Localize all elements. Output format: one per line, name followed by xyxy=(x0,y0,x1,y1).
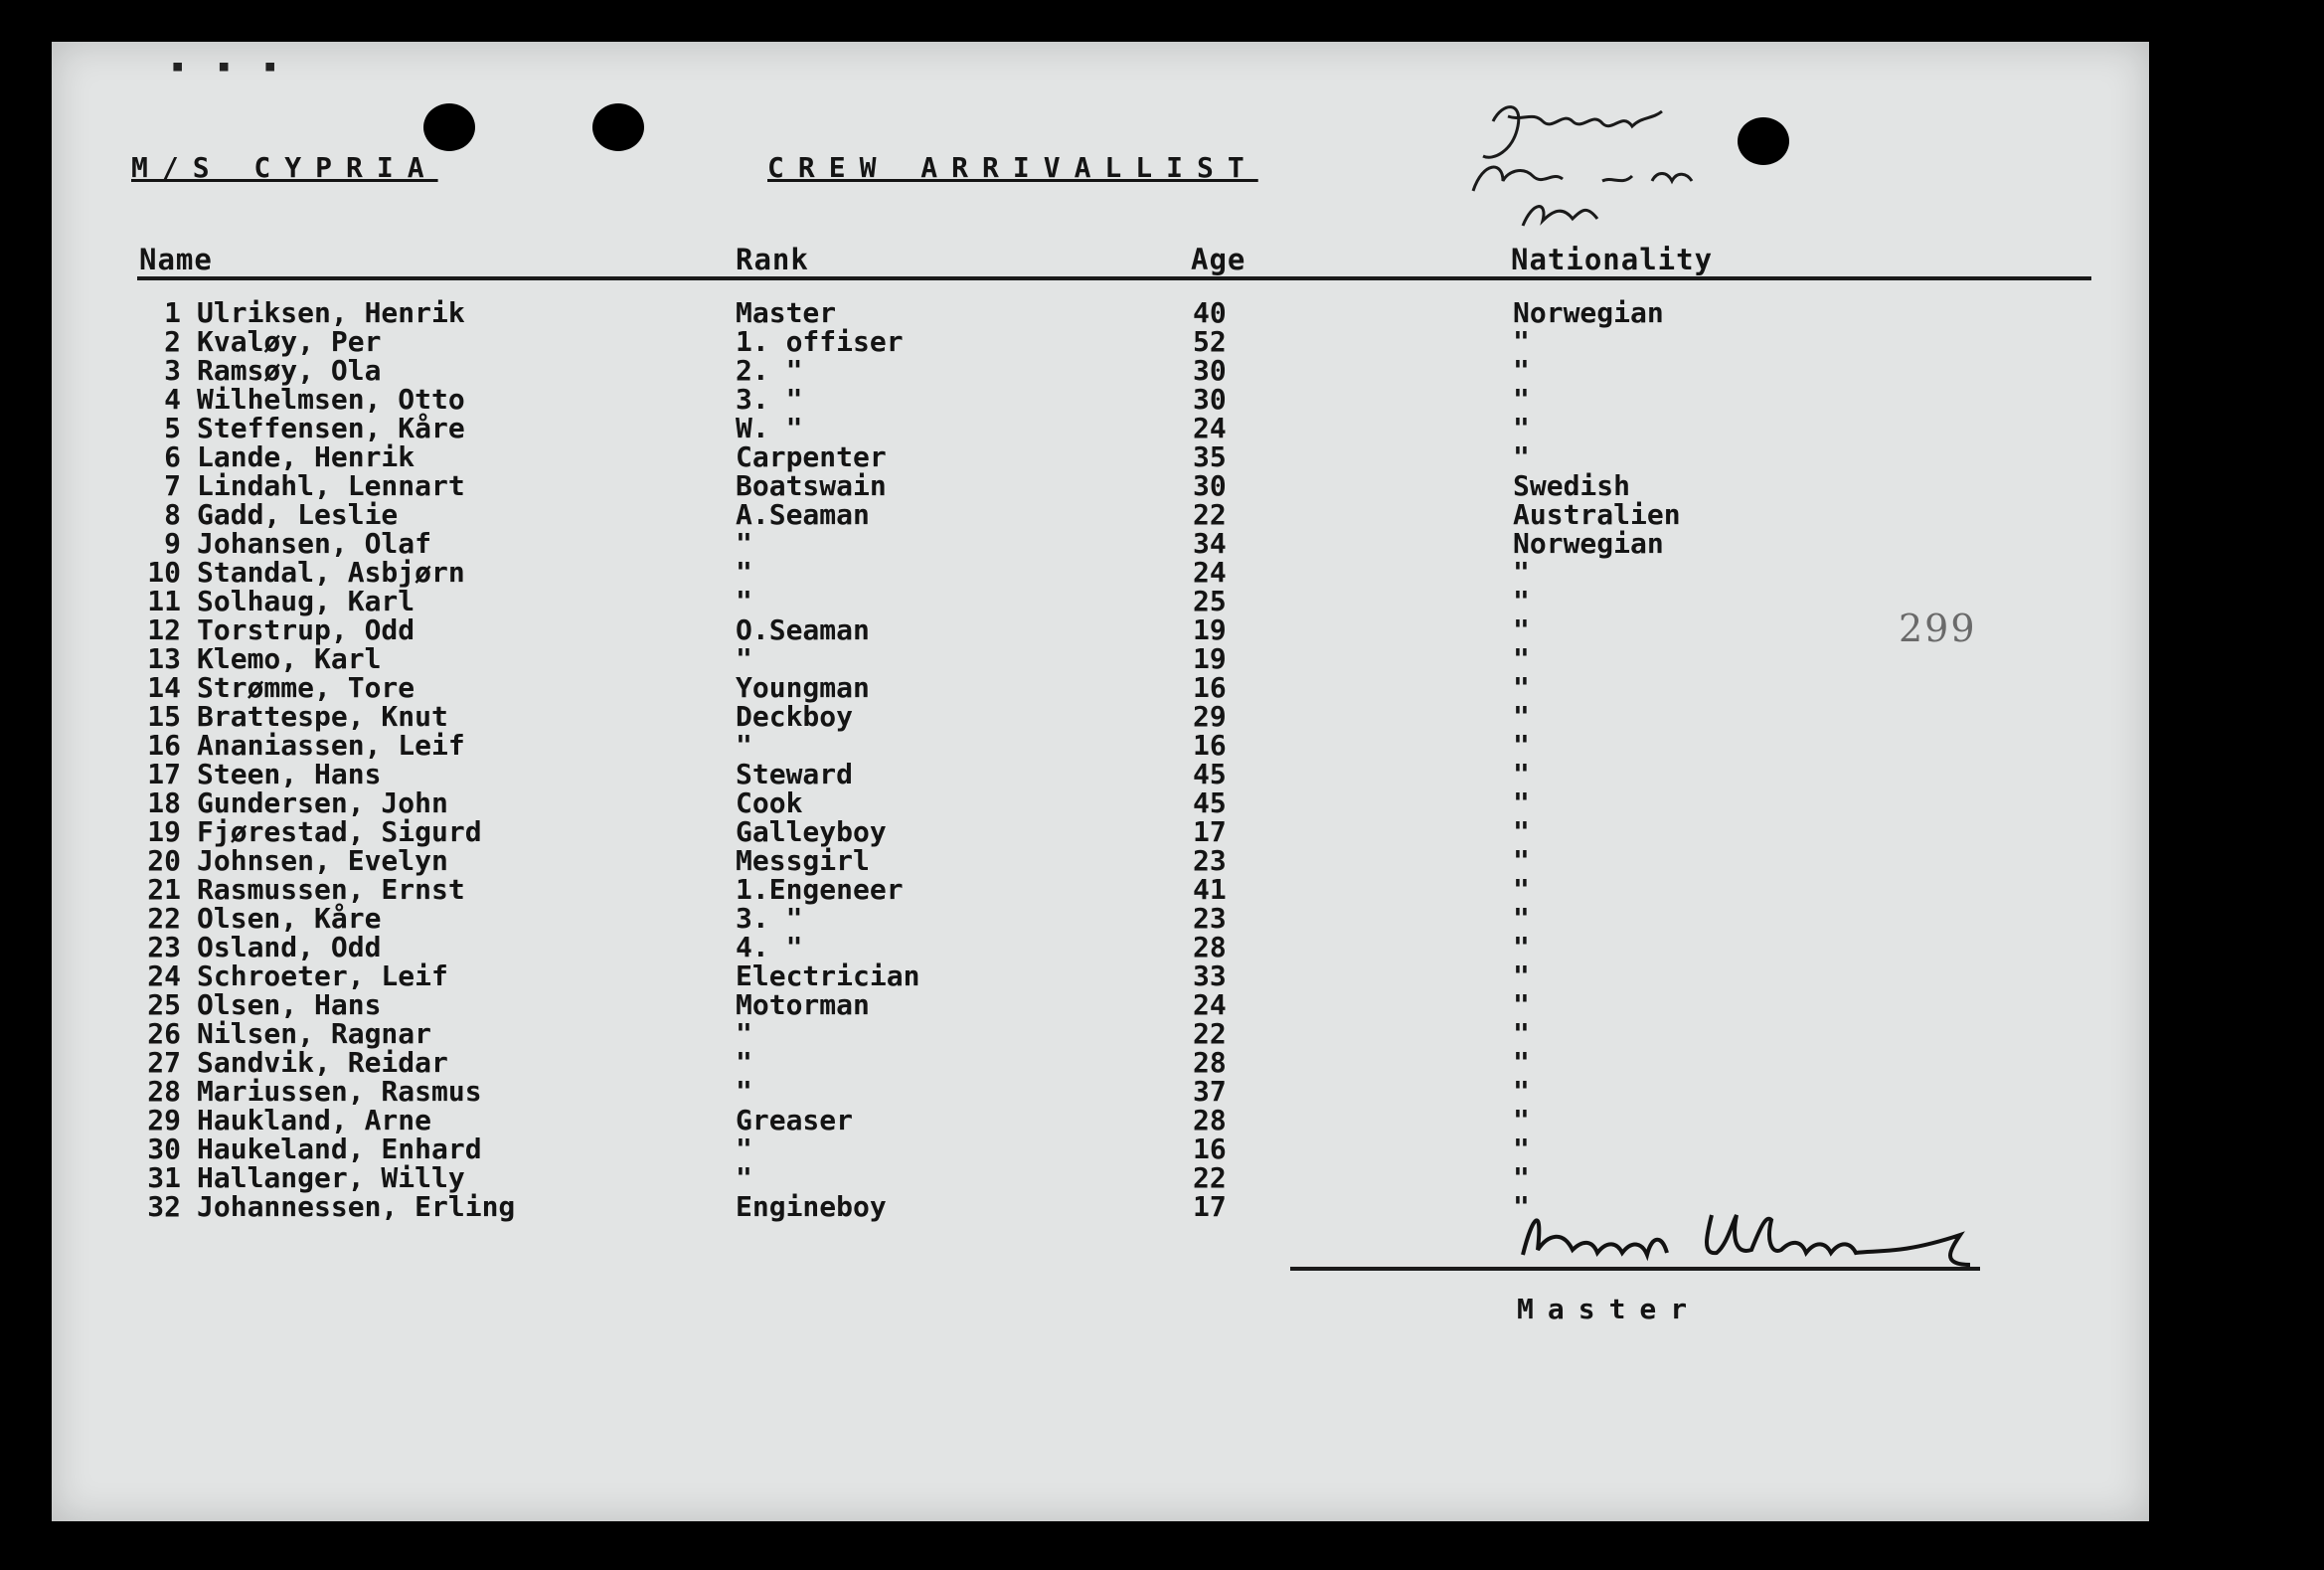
crew-nationality: " xyxy=(1513,729,1530,762)
column-header-name: Name xyxy=(139,243,213,276)
crew-nationality: " xyxy=(1513,642,1530,675)
crew-nationality: " xyxy=(1513,873,1530,906)
crew-name: Olsen, Kåre xyxy=(197,902,382,935)
crew-name: Haukeland, Enhard xyxy=(197,1133,482,1165)
crew-name: Haukland, Arne xyxy=(197,1104,432,1136)
crew-age: 22 xyxy=(1193,1161,1227,1194)
crew-number: 10 xyxy=(147,556,181,589)
crew-number: 3 xyxy=(164,354,181,387)
crew-rank: Motorman xyxy=(736,988,870,1021)
column-header-age: Age xyxy=(1191,243,1246,276)
crew-rank: W. " xyxy=(736,412,803,444)
crew-number: 22 xyxy=(147,902,181,935)
table-row xyxy=(52,500,2149,529)
crew-age: 34 xyxy=(1193,527,1227,560)
signature-label: Master xyxy=(1517,1293,1702,1325)
crew-rank: Boatswain xyxy=(736,469,887,502)
crew-age: 52 xyxy=(1193,325,1227,358)
crew-name: Klemo, Karl xyxy=(197,642,382,675)
crew-nationality: Australien xyxy=(1513,498,1681,531)
table-row xyxy=(52,990,2149,1019)
crew-age: 23 xyxy=(1193,902,1227,935)
table-row xyxy=(52,788,2149,817)
crew-rank: A.Seaman xyxy=(736,498,870,531)
table-row xyxy=(52,1106,2149,1134)
crew-number: 21 xyxy=(147,873,181,906)
crew-nationality: " xyxy=(1513,1133,1530,1165)
handwritten-departure-note xyxy=(1463,82,1761,231)
crew-number: 7 xyxy=(164,469,181,502)
crew-name: Fjørestad, Sigurd xyxy=(197,815,482,848)
crew-age: 28 xyxy=(1193,931,1227,963)
crew-name: Brattespe, Knut xyxy=(197,700,448,733)
page-stamp-number: 299 xyxy=(1899,607,1977,650)
crew-list xyxy=(52,298,2149,1221)
crew-age: 45 xyxy=(1193,786,1227,819)
crew-nationality: " xyxy=(1513,1017,1530,1050)
header-rule xyxy=(137,276,2091,280)
crew-name: Johannessen, Erling xyxy=(197,1190,516,1223)
crew-number: 29 xyxy=(147,1104,181,1136)
punch-hole xyxy=(423,103,475,151)
table-row xyxy=(52,1134,2149,1163)
crew-age: 22 xyxy=(1193,498,1227,531)
crew-rank: Messgirl xyxy=(736,844,870,877)
crew-name: Standal, Asbjørn xyxy=(197,556,465,589)
crew-name: Ananiassen, Leif xyxy=(197,729,465,762)
crew-number: 4 xyxy=(164,383,181,416)
crew-nationality: " xyxy=(1513,412,1530,444)
crew-age: 33 xyxy=(1193,959,1227,992)
crew-age: 24 xyxy=(1193,412,1227,444)
table-row xyxy=(52,327,2149,356)
crew-rank: " xyxy=(736,642,752,675)
crew-rank: " xyxy=(736,527,752,560)
table-row xyxy=(52,760,2149,788)
annotation-line: Departed xyxy=(1463,82,1468,83)
crew-number: 30 xyxy=(147,1133,181,1165)
crew-nationality: " xyxy=(1513,556,1530,589)
crew-number: 23 xyxy=(147,931,181,963)
crew-nationality: " xyxy=(1513,931,1530,963)
crew-name: Johansen, Olaf xyxy=(197,527,432,560)
table-row xyxy=(52,846,2149,875)
column-header-nationality: Nationality xyxy=(1511,243,1714,276)
table-row xyxy=(52,673,2149,702)
crew-nationality: " xyxy=(1513,959,1530,992)
crew-nationality: " xyxy=(1513,585,1530,617)
crew-rank: Electrician xyxy=(736,959,920,992)
crew-nationality: Norwegian xyxy=(1513,296,1664,329)
crew-rank: " xyxy=(736,1017,752,1050)
document-title: CREW ARRIVALLIST xyxy=(767,151,1258,184)
crew-number: 31 xyxy=(147,1161,181,1194)
table-row xyxy=(52,1163,2149,1192)
crew-rank: 4. " xyxy=(736,931,803,963)
table-row xyxy=(52,385,2149,414)
crew-nationality: " xyxy=(1513,758,1530,790)
svg-text:Departed Apr 5, 195 xyxy=(1463,82,1478,83)
table-row xyxy=(52,731,2149,760)
crew-nationality: Swedish xyxy=(1513,469,1631,502)
crew-nationality: " xyxy=(1513,786,1530,819)
crew-number: 20 xyxy=(147,844,181,877)
scan-specks: ▪ ▪ ▪ xyxy=(171,54,287,79)
crew-rank: " xyxy=(736,585,752,617)
annotation-line: Apr 5, 195 xyxy=(1468,82,1475,83)
crew-age: 41 xyxy=(1193,873,1227,906)
ship-name: M/S CYPRIA xyxy=(131,151,438,184)
crew-name: Ramsøy, Ola xyxy=(197,354,382,387)
crew-nationality: " xyxy=(1513,440,1530,473)
crew-rank: " xyxy=(736,1161,752,1194)
crew-age: 29 xyxy=(1193,700,1227,733)
crew-number: 24 xyxy=(147,959,181,992)
crew-rank: 2. " xyxy=(736,354,803,387)
crew-age: 25 xyxy=(1193,585,1227,617)
crew-number: 18 xyxy=(147,786,181,819)
table-row xyxy=(52,1048,2149,1077)
crew-age: 22 xyxy=(1193,1017,1227,1050)
crew-number: 32 xyxy=(147,1190,181,1223)
crew-name: Hallanger, Willy xyxy=(197,1161,465,1194)
crew-rank: " xyxy=(736,556,752,589)
crew-name: Torstrup, Odd xyxy=(197,613,415,646)
crew-name: Mariussen, Rasmus xyxy=(197,1075,482,1108)
crew-age: 19 xyxy=(1193,613,1227,646)
crew-number: 19 xyxy=(147,815,181,848)
table-row xyxy=(52,414,2149,442)
crew-nationality: " xyxy=(1513,354,1530,387)
table-row xyxy=(52,356,2149,385)
crew-number: 25 xyxy=(147,988,181,1021)
crew-nationality: " xyxy=(1513,844,1530,877)
crew-nationality: " xyxy=(1513,1075,1530,1108)
crew-name: Lande, Henrik xyxy=(197,440,415,473)
table-row xyxy=(52,558,2149,587)
crew-rank: " xyxy=(736,1133,752,1165)
crew-nationality: " xyxy=(1513,902,1530,935)
crew-age: 35 xyxy=(1193,440,1227,473)
crew-age: 19 xyxy=(1193,642,1227,675)
crew-rank: Youngman xyxy=(736,671,870,704)
crew-rank: 3. " xyxy=(736,902,803,935)
crew-nationality: " xyxy=(1513,1190,1530,1223)
punch-hole xyxy=(592,103,644,151)
crew-rank: Galleyboy xyxy=(736,815,887,848)
table-row xyxy=(52,471,2149,500)
crew-name: Kvaløy, Per xyxy=(197,325,382,358)
crew-number: 6 xyxy=(164,440,181,473)
crew-number: 26 xyxy=(147,1017,181,1050)
crew-age: 17 xyxy=(1193,1190,1227,1223)
crew-number: 8 xyxy=(164,498,181,531)
crew-nationality: " xyxy=(1513,988,1530,1021)
crew-name: Ulriksen, Henrik xyxy=(197,296,465,329)
table-row xyxy=(52,817,2149,846)
crew-rank: Steward xyxy=(736,758,854,790)
table-row xyxy=(52,933,2149,961)
crew-number: 11 xyxy=(147,585,181,617)
table-row xyxy=(52,1019,2149,1048)
crew-rank: Deckboy xyxy=(736,700,854,733)
crew-number: 13 xyxy=(147,642,181,675)
crew-name: Sandvik, Reidar xyxy=(197,1046,448,1079)
table-row xyxy=(52,529,2149,558)
crew-number: 2 xyxy=(164,325,181,358)
crew-age: 16 xyxy=(1193,729,1227,762)
crew-name: Osland, Odd xyxy=(197,931,382,963)
crew-rank: 3. " xyxy=(736,383,803,416)
crew-number: 5 xyxy=(164,412,181,444)
table-row xyxy=(52,875,2149,904)
crew-name: Lindahl, Lennart xyxy=(197,469,465,502)
crew-name: Gundersen, John xyxy=(197,786,448,819)
crew-rank: Carpenter xyxy=(736,440,887,473)
crew-name: Steffensen, Kåre xyxy=(197,412,465,444)
table-row xyxy=(52,961,2149,990)
crew-number: 17 xyxy=(147,758,181,790)
crew-name: Gadd, Leslie xyxy=(197,498,399,531)
crew-age: 17 xyxy=(1193,815,1227,848)
signature-line xyxy=(1290,1267,1980,1271)
crew-name: Steen, Hans xyxy=(197,758,382,790)
crew-name: Olsen, Hans xyxy=(197,988,382,1021)
crew-nationality: " xyxy=(1513,1161,1530,1194)
crew-rank: " xyxy=(736,1075,752,1108)
crew-number: 1 xyxy=(164,296,181,329)
crew-number: 27 xyxy=(147,1046,181,1079)
crew-age: 45 xyxy=(1193,758,1227,790)
crew-age: 24 xyxy=(1193,988,1227,1021)
crew-name: Strømme, Tore xyxy=(197,671,415,704)
crew-name: Schroeter, Leif xyxy=(197,959,448,992)
crew-age: 24 xyxy=(1193,556,1227,589)
table-row xyxy=(52,1077,2149,1106)
crew-nationality: " xyxy=(1513,1104,1530,1136)
crew-number: 9 xyxy=(164,527,181,560)
crew-age: 28 xyxy=(1193,1046,1227,1079)
crew-rank: " xyxy=(736,1046,752,1079)
crew-nationality: " xyxy=(1513,383,1530,416)
crew-rank: O.Seaman xyxy=(736,613,870,646)
crew-rank: Cook xyxy=(736,786,803,819)
crew-age: 37 xyxy=(1193,1075,1227,1108)
table-row xyxy=(52,904,2149,933)
crew-rank: 1. offiser xyxy=(736,325,904,358)
crew-age: 40 xyxy=(1193,296,1227,329)
crew-rank: Greaser xyxy=(736,1104,854,1136)
crew-nationality: " xyxy=(1513,325,1530,358)
crew-nationality: Norwegian xyxy=(1513,527,1664,560)
crew-name: Johnsen, Evelyn xyxy=(197,844,448,877)
document-page xyxy=(52,42,2149,1521)
master-signature xyxy=(1483,1195,2020,1285)
crew-number: 12 xyxy=(147,613,181,646)
crew-nationality: " xyxy=(1513,1046,1530,1079)
crew-nationality: " xyxy=(1513,700,1530,733)
crew-age: 23 xyxy=(1193,844,1227,877)
column-header-rank: Rank xyxy=(736,243,809,276)
crew-age: 28 xyxy=(1193,1104,1227,1136)
crew-rank: Engineboy xyxy=(736,1190,887,1223)
crew-rank: Master xyxy=(736,296,837,329)
crew-number: 14 xyxy=(147,671,181,704)
crew-name: Solhaug, Karl xyxy=(197,585,415,617)
crew-number: 16 xyxy=(147,729,181,762)
table-row xyxy=(52,587,2149,615)
crew-age: 30 xyxy=(1193,383,1227,416)
crew-nationality: " xyxy=(1513,671,1530,704)
crew-name: Rasmussen, Ernst xyxy=(197,873,465,906)
annotation-line: Balt xyxy=(1475,82,1478,83)
crew-rank: " xyxy=(736,729,752,762)
crew-age: 16 xyxy=(1193,671,1227,704)
crew-name: Wilhelmsen, Otto xyxy=(197,383,465,416)
crew-age: 30 xyxy=(1193,469,1227,502)
crew-name: Nilsen, Ragnar xyxy=(197,1017,432,1050)
crew-number: 15 xyxy=(147,700,181,733)
crew-number: 28 xyxy=(147,1075,181,1108)
table-row xyxy=(52,644,2149,673)
table-row xyxy=(52,298,2149,327)
table-row xyxy=(52,442,2149,471)
crew-age: 16 xyxy=(1193,1133,1227,1165)
crew-nationality: " xyxy=(1513,613,1530,646)
crew-age: 30 xyxy=(1193,354,1227,387)
table-row xyxy=(52,702,2149,731)
table-row xyxy=(52,615,2149,644)
crew-rank: 1.Engeneer xyxy=(736,873,904,906)
crew-nationality: " xyxy=(1513,815,1530,848)
